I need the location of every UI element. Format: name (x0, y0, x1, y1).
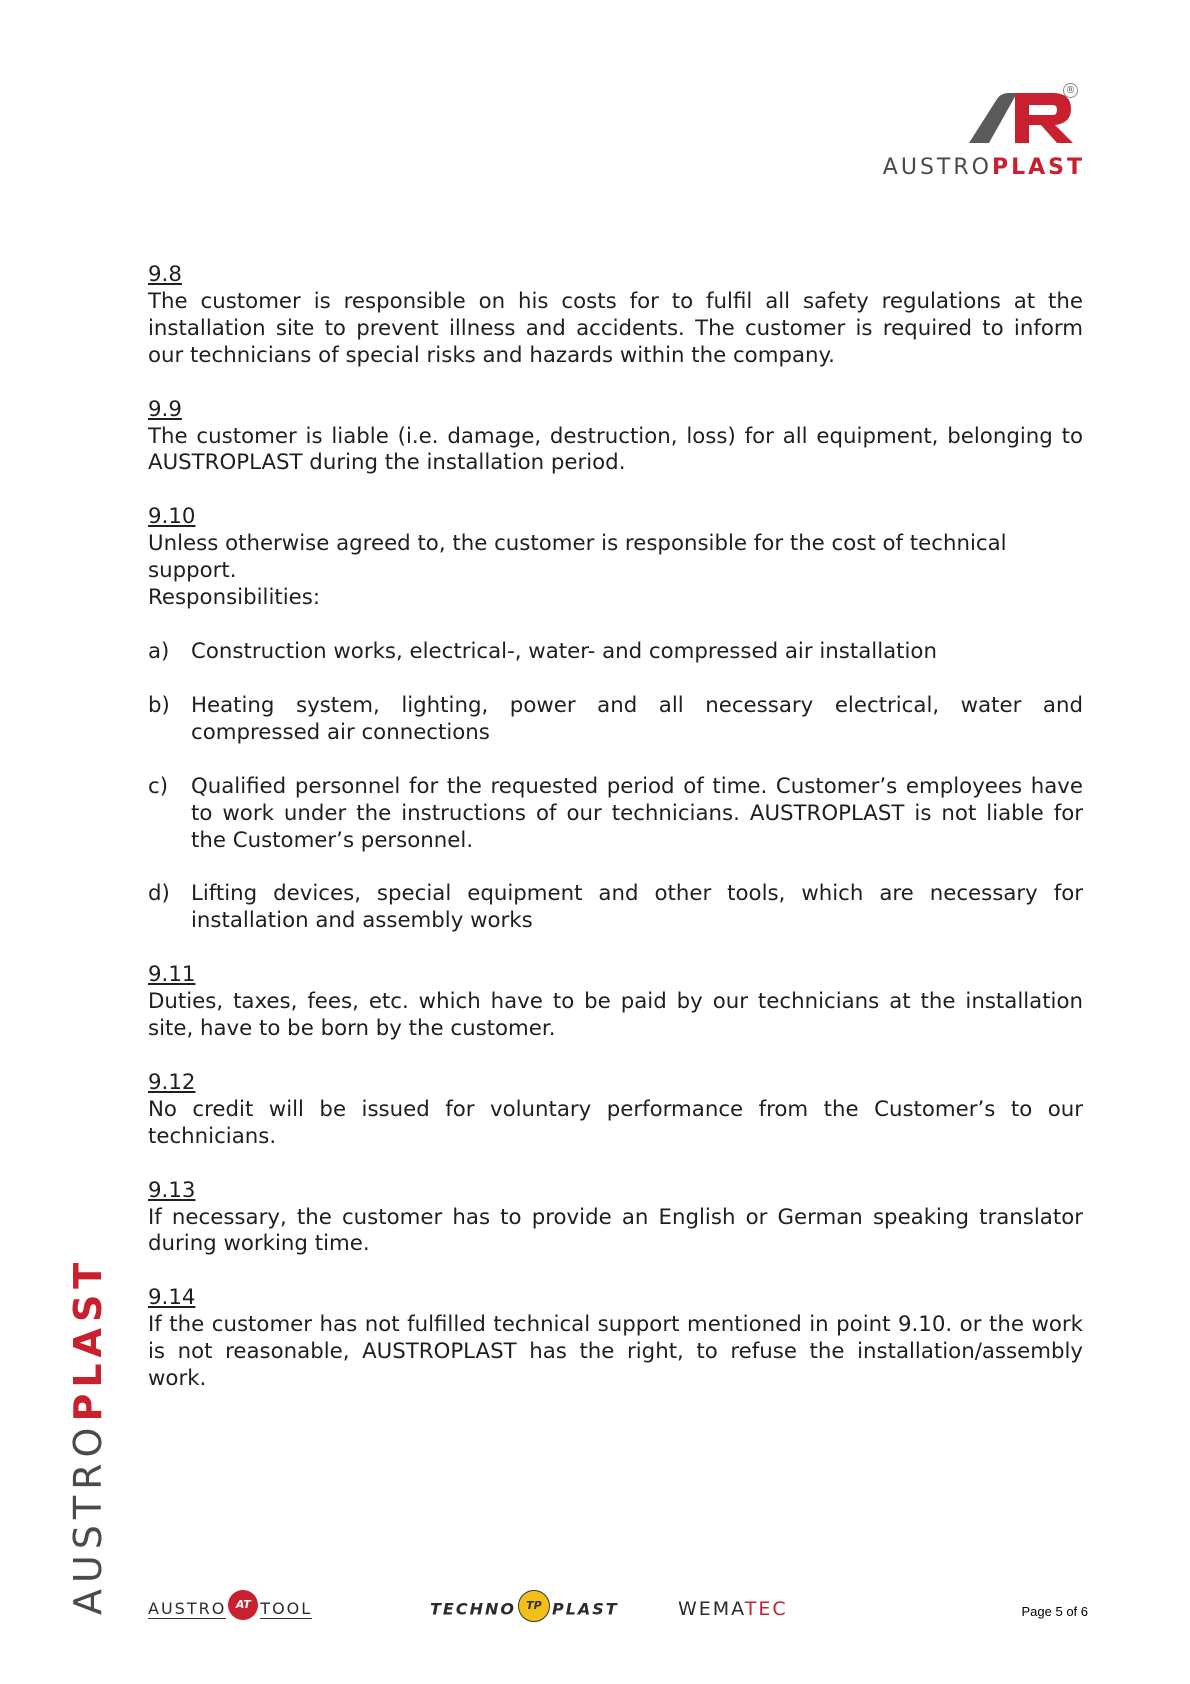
section-number: 9.14 (148, 1285, 196, 1311)
austroplast-logo-icon (965, 91, 1085, 151)
section-text: Duties, taxes, fees, etc. which have to be paid by our technicians at the installation site, have to be born by the customer. (148, 989, 1083, 1042)
responsibilities-list (148, 639, 1083, 935)
section-text: If the customer has not fulfilled technical support mentioned in point 9.10. or the work is not reasonable, AUSTROPLAST has the right, to refuse the installation/assembly work. (148, 1312, 1083, 1392)
section-number: 9.12 (148, 1069, 196, 1095)
section-9-13 (148, 1178, 1083, 1259)
section-9-9 (148, 397, 1083, 478)
list-item (148, 774, 1083, 855)
list-item-label: a) (148, 638, 170, 664)
section-number: 9.10 (148, 504, 196, 530)
section-9-8 (148, 262, 1083, 370)
wematec-logo: WEMATEC (678, 1598, 788, 1620)
section-number: 9.11 (148, 962, 196, 988)
at-badge-icon: AT (228, 1590, 258, 1620)
austro-tool-logo: AUSTRO AT TOOL (148, 1598, 312, 1620)
section-9-10 (148, 504, 1083, 935)
list-item-label: d) (148, 881, 170, 907)
list-item (148, 693, 1083, 747)
brand-wordmark: AUSTROPLAST (882, 155, 1085, 180)
page-number: Page 5 of 6 (1021, 1604, 1088, 1619)
section-text: If necessary, the customer has to provide an English or German speaking translator during working time. (148, 1204, 1083, 1257)
list-item (148, 881, 1083, 935)
list-item-text: Qualified personnel for the requested period of time. Customer’s employees have to work under the instructions of our technicians. AUSTROPLAST is not liable for the Customer’s personnel. (191, 773, 1083, 853)
section-number: 9.13 (148, 1177, 196, 1203)
list-item-label: c) (148, 773, 169, 799)
section-text: The customer is responsible on his costs for to fulfil all safety regulations at the installation site to prevent illness and accidents. The customer is required to inform our technicians of special risks and hazards within the company. (148, 288, 1083, 368)
list-item-text: Lifting devices, special equipment and other tools, which are necessary for installation and assembly works (191, 881, 1083, 934)
registered-mark: ® (1063, 83, 1078, 98)
section-text: The customer is liable (i.e. damage, destruction, loss) for all equipment, belonging to AUSTROPLAST during the installation period. (148, 423, 1083, 476)
footer (148, 1592, 1088, 1632)
section-text: support. (148, 558, 237, 584)
list-item (148, 639, 1083, 666)
list-item-text: Heating system, lighting, power and all necessary electrical, water and compressed air connections (191, 692, 1083, 745)
section-9-12 (148, 1070, 1083, 1151)
header-logo (805, 85, 1085, 185)
section-text: No credit will be issued for voluntary performance from the Customer’s to our technicians. (148, 1096, 1083, 1149)
section-number: 9.9 (148, 396, 182, 422)
list-item-label: b) (148, 692, 170, 718)
list-item-text: Construction works, electrical-, water- and compressed air installation (191, 638, 937, 664)
section-9-11 (148, 962, 1083, 1043)
section-number: 9.8 (148, 262, 182, 287)
section-text: Unless otherwise agreed to, the customer is responsible for the cost of technical (148, 531, 1007, 557)
terms-content (148, 262, 1083, 1420)
side-wordmark: AUSTROPLAST (66, 1256, 110, 1615)
tp-badge-icon: TP (518, 1590, 550, 1622)
techno-plast-logo: TECHNO TP PLAST (430, 1598, 619, 1622)
section-9-14 (148, 1285, 1083, 1393)
responsibilities-heading: Responsibilities: (148, 585, 321, 611)
